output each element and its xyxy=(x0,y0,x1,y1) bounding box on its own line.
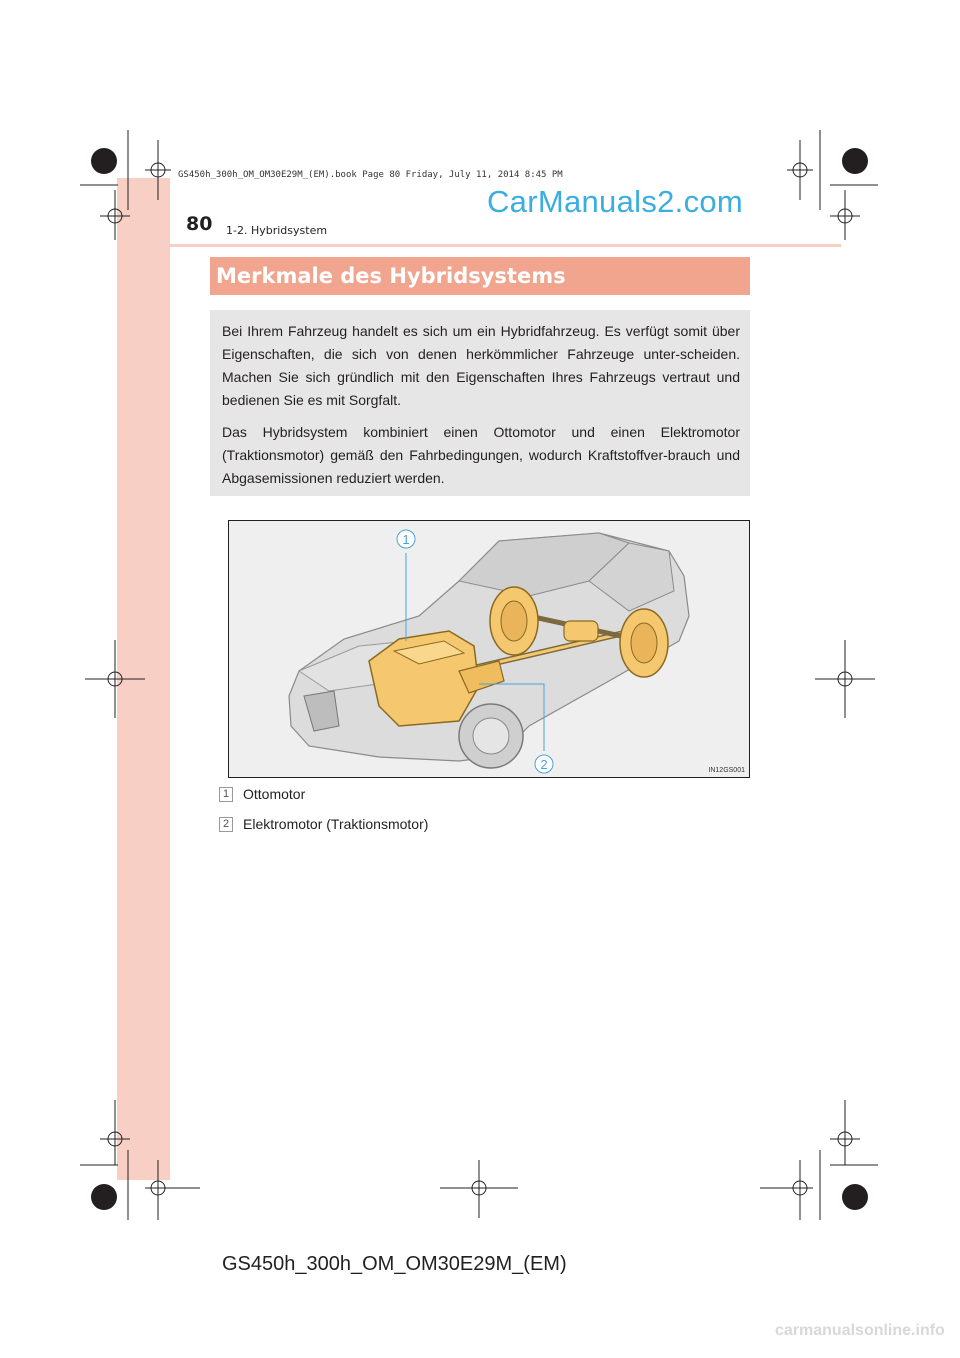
legend-number-1: 1 xyxy=(219,787,233,802)
legend-label-1: Ottomotor xyxy=(243,786,306,802)
callout-1-label: 1 xyxy=(402,532,410,547)
footer-code: GS450h_300h_OM_OM30E29M_(EM) xyxy=(222,1253,567,1275)
page-title: Merkmale des Hybridsystems xyxy=(210,257,750,295)
figure-code: IN12GS001 xyxy=(708,767,745,774)
page-number: 80 xyxy=(186,213,213,235)
watermark-bottom: carmanualsonline.info xyxy=(775,1322,945,1339)
intro-paragraph-2: Das Hybridsystem kombiniert einen Ottomotor und einen Elektromotor (Traktionsmotor) gemäß den Fahrbedingungen, wodurch Kraftstoffver-brauch und Abgasemissionen reduziert werden. xyxy=(222,424,740,486)
callout-2-label: 2 xyxy=(540,757,548,772)
legend-number-2: 2 xyxy=(219,817,233,832)
legend-label-2: Elektromotor (Traktionsmotor) xyxy=(243,816,429,832)
book-print-header: GS450h_300h_OM_OM30E29M_(EM).book Page 80 Friday, July 11, 2014 8:45 PM xyxy=(178,170,563,180)
watermark-top: CarManuals2.com xyxy=(487,184,744,219)
section-label: 1-2. Hybridsystem xyxy=(226,224,328,237)
intro-paragraph-1: Bei Ihrem Fahrzeug handelt es sich um ein Hybridfahrzeug. Es verfügt somit über Eigenschaften, die sich von denen herkömmlicher Fahrzeuge unter-scheiden. Machen Sie sich gründlich mit den Eigenschaften Ihres Fahrzeugs vertraut und bedienen Sie es mit Sorgfalt. xyxy=(222,323,740,408)
